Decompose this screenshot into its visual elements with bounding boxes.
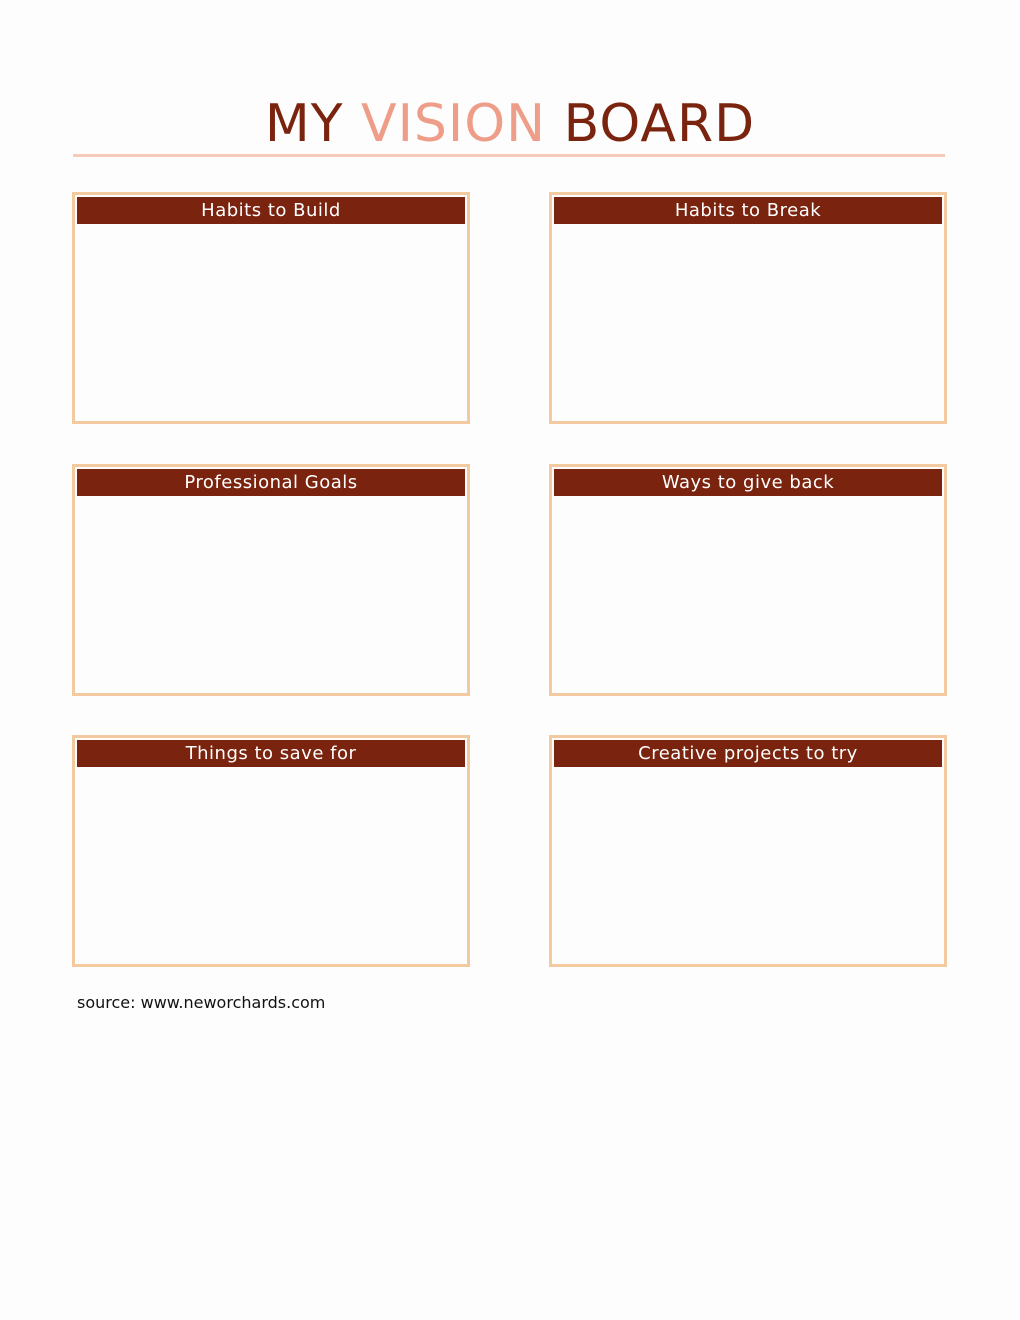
card-things-to-save-for[interactable] (72, 735, 470, 967)
title-underline (73, 154, 945, 157)
card-header-creative-projects: Creative projects to try (554, 740, 942, 767)
card-header-ways-to-give-back: Ways to give back (554, 469, 942, 496)
card-habits-to-break[interactable] (549, 192, 947, 424)
card-ways-to-give-back[interactable] (549, 464, 947, 696)
title-word-vision: VISION (361, 94, 547, 154)
source-footer: source: www.neworchards.com (77, 993, 326, 1012)
title-word-board: BOARD (563, 94, 756, 154)
card-header-things-to-save-for: Things to save for (77, 740, 465, 767)
title-word-my: MY (264, 94, 344, 154)
card-header-habits-to-break: Habits to Break (554, 197, 942, 224)
card-creative-projects[interactable] (549, 735, 947, 967)
card-header-habits-to-build: Habits to Build (77, 197, 465, 224)
card-professional-goals[interactable] (72, 464, 470, 696)
page-title (0, 92, 1020, 156)
card-habits-to-build[interactable] (72, 192, 470, 424)
card-header-professional-goals: Professional Goals (77, 469, 465, 496)
